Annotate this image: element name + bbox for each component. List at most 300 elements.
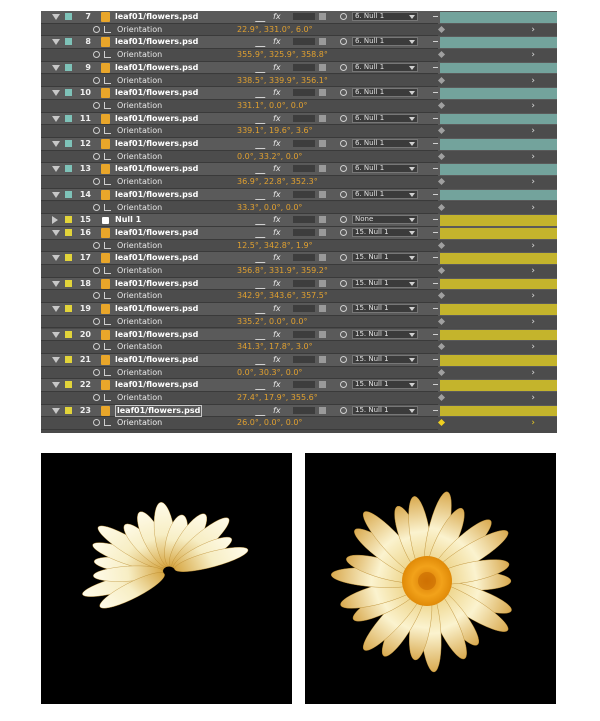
pickwhip-spiral-icon[interactable] <box>340 229 347 236</box>
property-row-orientation[interactable] <box>41 75 557 88</box>
layer-duration-bar[interactable] <box>438 87 557 100</box>
graph-editor-icon[interactable] <box>104 318 111 325</box>
label-color-swatch[interactable] <box>65 216 72 223</box>
property-value[interactable]: 36.9°, 22.8°, 352.3° <box>237 177 318 187</box>
keyframe-nav-arrow-icon[interactable]: › <box>531 202 535 213</box>
layer-row[interactable] <box>41 163 557 176</box>
stopwatch-icon[interactable] <box>93 394 100 401</box>
keyframe-diamond-icon[interactable] <box>438 102 445 109</box>
property-value[interactable]: 27.4°, 17.9°, 355.6° <box>237 393 318 402</box>
property-value[interactable]: 356.8°, 331.9°, 359.2° <box>237 266 328 275</box>
parent-dropdown[interactable]: 15. Null 1 <box>352 406 418 415</box>
layer-name[interactable]: leaf01/flowers.psd <box>115 37 199 47</box>
property-value[interactable]: 22.9°, 331.0°, 6.0° <box>237 24 313 34</box>
property-row-orientation[interactable] <box>41 202 557 215</box>
motion-blur-switch[interactable] <box>293 356 315 363</box>
pickwhip-spiral-icon[interactable] <box>340 254 347 261</box>
fx-switch[interactable]: fx <box>273 113 281 123</box>
shy-switch[interactable] <box>236 63 250 72</box>
fx-switch[interactable]: fx <box>273 227 281 237</box>
property-row-orientation[interactable] <box>41 290 557 303</box>
graph-editor-icon[interactable] <box>104 51 111 58</box>
layer-duration-bar[interactable] <box>438 278 557 291</box>
layer-duration-bar[interactable] <box>438 163 557 176</box>
fx-switch[interactable]: fx <box>273 253 281 263</box>
3d-layer-cube-icon[interactable] <box>319 38 326 45</box>
fx-switch[interactable]: fx <box>273 164 281 174</box>
keyframe-nav-arrow-icon[interactable]: › <box>531 177 535 188</box>
property-row-orientation[interactable] <box>41 341 557 354</box>
layer-duration-bar[interactable] <box>438 227 557 240</box>
layer-duration-bar[interactable] <box>438 214 557 227</box>
shy-switch[interactable] <box>236 37 250 46</box>
chevron-down-icon[interactable] <box>52 216 58 224</box>
keyframe-nav-arrow-icon[interactable]: › <box>531 316 535 327</box>
motion-blur-switch[interactable] <box>293 254 315 261</box>
keyframe-nav-arrow-icon[interactable]: › <box>531 151 535 162</box>
keyframe-nav-arrow-icon[interactable]: › <box>531 126 535 137</box>
shy-switch[interactable] <box>236 12 250 21</box>
label-color-swatch[interactable] <box>65 280 72 287</box>
graph-editor-icon[interactable] <box>104 178 111 185</box>
parent-dropdown[interactable]: 6. Null 1 <box>352 88 418 97</box>
graph-editor-icon[interactable] <box>104 26 111 33</box>
property-row-orientation[interactable] <box>41 417 557 430</box>
layer-row[interactable] <box>41 278 557 291</box>
parent-dropdown[interactable]: 6. Null 1 <box>352 37 418 46</box>
property-value[interactable]: 339.1°, 19.6°, 3.6° <box>237 126 313 136</box>
layer-row[interactable] <box>41 214 557 227</box>
property-row-orientation[interactable] <box>41 240 557 253</box>
property-row-orientation[interactable] <box>41 392 557 405</box>
stopwatch-icon[interactable] <box>93 153 100 160</box>
3d-layer-cube-icon[interactable] <box>319 407 326 414</box>
fx-switch[interactable]: fx <box>273 354 281 364</box>
stopwatch-icon[interactable] <box>93 51 100 58</box>
property-row-orientation[interactable] <box>41 151 557 164</box>
layer-duration-bar[interactable] <box>438 11 557 24</box>
graph-editor-icon[interactable] <box>104 242 111 249</box>
parent-dropdown[interactable]: 6. Null 1 <box>352 114 418 123</box>
label-color-swatch[interactable] <box>65 407 72 414</box>
keyframe-diamond-icon[interactable] <box>438 318 445 325</box>
property-value[interactable]: 0.0°, 33.2°, 0.0° <box>237 151 303 161</box>
3d-layer-cube-icon[interactable] <box>319 89 326 96</box>
chevron-down-icon[interactable] <box>52 255 60 261</box>
3d-layer-cube-icon[interactable] <box>319 305 326 312</box>
keyframe-nav-arrow-icon[interactable]: › <box>531 367 535 378</box>
layer-row[interactable] <box>41 36 557 49</box>
keyframe-nav-arrow-icon[interactable]: › <box>531 291 535 302</box>
layer-name[interactable]: leaf01/flowers.psd <box>115 354 199 364</box>
motion-blur-switch[interactable] <box>293 64 315 71</box>
shy-switch[interactable] <box>236 304 250 313</box>
layer-name[interactable]: leaf01/flowers.psd <box>115 139 199 148</box>
stopwatch-icon[interactable] <box>93 369 100 376</box>
property-value[interactable]: 12.5°, 342.8°, 1.9° <box>237 240 313 250</box>
property-row-orientation[interactable] <box>41 265 557 278</box>
quality-switch[interactable] <box>255 190 273 200</box>
keyframe-diamond-icon[interactable] <box>438 203 445 210</box>
property-row-orientation[interactable] <box>41 125 557 138</box>
layer-row[interactable] <box>41 329 557 342</box>
graph-editor-icon[interactable] <box>104 77 111 84</box>
stopwatch-icon[interactable] <box>93 419 100 426</box>
parent-dropdown[interactable]: None <box>352 215 418 224</box>
fx-switch[interactable]: fx <box>273 12 281 21</box>
motion-blur-switch[interactable] <box>293 191 315 198</box>
layer-name[interactable]: leaf01/flowers.psd <box>115 189 199 199</box>
chevron-down-icon[interactable] <box>52 306 60 312</box>
label-color-swatch[interactable] <box>65 229 72 236</box>
fx-switch[interactable]: fx <box>273 215 281 225</box>
parent-dropdown[interactable]: 15. Null 1 <box>352 228 418 237</box>
quality-switch[interactable] <box>255 164 273 174</box>
property-row-orientation[interactable] <box>41 24 557 37</box>
pickwhip-spiral-icon[interactable] <box>340 165 347 172</box>
chevron-down-icon[interactable] <box>52 357 60 363</box>
motion-blur-switch[interactable] <box>293 305 315 312</box>
layer-row[interactable] <box>41 11 557 24</box>
quality-switch[interactable] <box>255 37 273 47</box>
layer-name[interactable]: leaf01/flowers.psd <box>115 164 199 174</box>
parent-dropdown[interactable]: 6. Null 1 <box>352 12 418 21</box>
3d-layer-cube-icon[interactable] <box>319 13 326 20</box>
shy-switch[interactable] <box>236 406 250 415</box>
3d-layer-cube-icon[interactable] <box>319 64 326 71</box>
3d-layer-cube-icon[interactable] <box>319 165 326 172</box>
parent-dropdown[interactable]: 15. Null 1 <box>352 380 418 389</box>
keyframe-nav-arrow-icon[interactable]: › <box>531 50 535 61</box>
stopwatch-icon[interactable] <box>93 204 100 211</box>
chevron-down-icon[interactable] <box>52 116 60 122</box>
parent-dropdown[interactable]: 15. Null 1 <box>352 304 418 313</box>
fx-switch[interactable]: fx <box>273 37 281 47</box>
parent-dropdown[interactable]: 15. Null 1 <box>352 279 418 288</box>
3d-layer-cube-icon[interactable] <box>319 216 326 223</box>
property-row-orientation[interactable] <box>41 316 557 329</box>
layer-name[interactable]: leaf01/flowers.psd <box>115 227 199 237</box>
keyframe-diamond-icon[interactable] <box>438 267 445 274</box>
motion-blur-switch[interactable] <box>293 381 315 388</box>
label-color-swatch[interactable] <box>65 254 72 261</box>
graph-editor-icon[interactable] <box>104 419 111 426</box>
property-value[interactable]: 355.9°, 325.9°, 358.8° <box>237 50 328 60</box>
pickwhip-spiral-icon[interactable] <box>340 13 347 20</box>
property-value[interactable]: 26.0°, 0.0°, 0.0° <box>237 418 303 428</box>
pickwhip-spiral-icon[interactable] <box>340 305 347 312</box>
quality-switch[interactable] <box>255 304 273 314</box>
graph-editor-icon[interactable] <box>104 292 111 299</box>
pickwhip-spiral-icon[interactable] <box>340 64 347 71</box>
quality-switch[interactable] <box>255 330 273 340</box>
shy-switch[interactable] <box>236 279 250 288</box>
motion-blur-switch[interactable] <box>293 115 315 122</box>
quality-switch[interactable] <box>255 279 273 289</box>
motion-blur-switch[interactable] <box>293 216 315 223</box>
keyframe-diamond-icon[interactable] <box>438 26 445 33</box>
chevron-down-icon[interactable] <box>52 408 60 414</box>
layer-row[interactable] <box>41 303 557 316</box>
keyframe-diamond-icon[interactable] <box>438 419 445 426</box>
motion-blur-switch[interactable] <box>293 13 315 20</box>
label-color-swatch[interactable] <box>65 381 72 388</box>
parent-dropdown[interactable]: 6. Null 1 <box>352 63 418 72</box>
label-color-swatch[interactable] <box>65 305 72 312</box>
label-color-swatch[interactable] <box>65 356 72 363</box>
keyframe-nav-arrow-icon[interactable]: › <box>531 24 535 35</box>
keyframe-nav-arrow-icon[interactable]: › <box>531 418 535 429</box>
label-color-swatch[interactable] <box>65 13 72 20</box>
quality-switch[interactable] <box>255 380 273 390</box>
layer-row[interactable] <box>41 138 557 151</box>
property-row-orientation[interactable] <box>41 100 557 113</box>
stopwatch-icon[interactable] <box>93 267 100 274</box>
parent-dropdown[interactable]: 6. Null 1 <box>352 164 418 173</box>
shy-switch[interactable] <box>236 253 250 262</box>
parent-dropdown[interactable]: 15. Null 1 <box>352 253 418 262</box>
property-row-orientation[interactable] <box>41 49 557 62</box>
layer-row[interactable] <box>41 189 557 202</box>
pickwhip-spiral-icon[interactable] <box>340 115 347 122</box>
quality-switch[interactable] <box>255 88 273 98</box>
motion-blur-switch[interactable] <box>293 229 315 236</box>
stopwatch-icon[interactable] <box>93 127 100 134</box>
label-color-swatch[interactable] <box>65 165 72 172</box>
3d-layer-cube-icon[interactable] <box>319 254 326 261</box>
keyframe-diamond-icon[interactable] <box>438 292 445 299</box>
graph-editor-icon[interactable] <box>104 267 111 274</box>
property-value[interactable]: 0.0°, 30.3°, 0.0° <box>237 367 303 377</box>
fx-switch[interactable]: fx <box>273 329 281 339</box>
keyframe-nav-arrow-icon[interactable]: › <box>531 75 535 86</box>
shy-switch[interactable] <box>236 88 250 97</box>
pickwhip-spiral-icon[interactable] <box>340 280 347 287</box>
pickwhip-spiral-icon[interactable] <box>340 89 347 96</box>
stopwatch-icon[interactable] <box>93 343 100 350</box>
chevron-down-icon[interactable] <box>52 166 60 172</box>
layer-duration-bar[interactable] <box>438 303 557 316</box>
motion-blur-switch[interactable] <box>293 280 315 287</box>
stopwatch-icon[interactable] <box>93 178 100 185</box>
3d-layer-cube-icon[interactable] <box>319 381 326 388</box>
motion-blur-switch[interactable] <box>293 89 315 96</box>
graph-editor-icon[interactable] <box>104 204 111 211</box>
keyframe-diamond-icon[interactable] <box>438 369 445 376</box>
layer-row[interactable] <box>41 87 557 100</box>
label-color-swatch[interactable] <box>65 38 72 45</box>
motion-blur-switch[interactable] <box>293 165 315 172</box>
layer-duration-bar[interactable] <box>438 113 557 126</box>
parent-dropdown[interactable]: 15. Null 1 <box>352 330 418 339</box>
layer-name[interactable]: leaf01/flowers.psd <box>117 405 201 415</box>
layer-duration-bar[interactable] <box>438 252 557 265</box>
parent-dropdown[interactable]: 6. Null 1 <box>352 139 418 148</box>
label-color-swatch[interactable] <box>65 64 72 71</box>
motion-blur-switch[interactable] <box>293 38 315 45</box>
graph-editor-icon[interactable] <box>104 394 111 401</box>
property-value[interactable]: 341.3°, 17.8°, 3.0° <box>237 342 313 352</box>
layer-row[interactable] <box>41 354 557 367</box>
keyframe-diamond-icon[interactable] <box>438 343 445 350</box>
quality-switch[interactable] <box>255 63 273 73</box>
keyframe-diamond-icon[interactable] <box>438 242 445 249</box>
motion-blur-switch[interactable] <box>293 407 315 414</box>
quality-switch[interactable] <box>255 215 273 225</box>
layer-name[interactable]: leaf01/flowers.psd <box>115 278 199 288</box>
layer-row[interactable] <box>41 227 557 240</box>
motion-blur-switch[interactable] <box>293 140 315 147</box>
quality-switch[interactable] <box>255 406 273 416</box>
fx-switch[interactable]: fx <box>273 62 281 72</box>
stopwatch-icon[interactable] <box>93 242 100 249</box>
layer-name[interactable]: leaf01/flowers.psd <box>115 62 199 72</box>
layer-duration-bar[interactable] <box>438 329 557 342</box>
keyframe-nav-arrow-icon[interactable]: › <box>531 240 535 251</box>
layer-duration-bar[interactable] <box>438 354 557 367</box>
stopwatch-icon[interactable] <box>93 102 100 109</box>
stopwatch-icon[interactable] <box>93 77 100 84</box>
shy-switch[interactable] <box>236 114 250 123</box>
chevron-down-icon[interactable] <box>52 230 60 236</box>
property-value[interactable]: 331.1°, 0.0°, 0.0° <box>237 100 308 110</box>
keyframe-nav-arrow-icon[interactable]: › <box>531 100 535 111</box>
fx-switch[interactable]: fx <box>273 304 281 314</box>
quality-switch[interactable] <box>255 228 273 238</box>
pickwhip-spiral-icon[interactable] <box>340 140 347 147</box>
shy-switch[interactable] <box>236 190 250 199</box>
graph-editor-icon[interactable] <box>104 153 111 160</box>
layer-name[interactable]: leaf01/flowers.psd <box>115 329 199 339</box>
fx-switch[interactable]: fx <box>273 88 281 98</box>
keyframe-nav-arrow-icon[interactable]: › <box>531 342 535 353</box>
stopwatch-icon[interactable] <box>93 292 100 299</box>
property-row-orientation[interactable] <box>41 176 557 189</box>
quality-switch[interactable] <box>255 253 273 263</box>
3d-layer-cube-icon[interactable] <box>319 356 326 363</box>
3d-layer-cube-icon[interactable] <box>319 280 326 287</box>
property-value[interactable]: 33.3°, 0.0°, 0.0° <box>237 202 303 212</box>
layer-duration-bar[interactable] <box>438 189 557 202</box>
3d-layer-cube-icon[interactable] <box>319 229 326 236</box>
keyframe-diamond-icon[interactable] <box>438 51 445 58</box>
layer-name[interactable]: leaf01/flowers.psd <box>115 253 199 263</box>
parent-dropdown[interactable]: 6. Null 1 <box>352 190 418 199</box>
property-value[interactable]: 338.5°, 339.9°, 356.1° <box>237 75 328 85</box>
keyframe-nav-arrow-icon[interactable]: › <box>531 266 535 276</box>
fx-switch[interactable]: fx <box>273 278 281 288</box>
3d-layer-cube-icon[interactable] <box>319 331 326 338</box>
shy-switch[interactable] <box>236 215 250 224</box>
quality-switch[interactable] <box>255 355 273 365</box>
shy-switch[interactable] <box>236 228 250 237</box>
chevron-down-icon[interactable] <box>52 281 60 287</box>
label-color-swatch[interactable] <box>65 89 72 96</box>
stopwatch-icon[interactable] <box>93 26 100 33</box>
3d-layer-cube-icon[interactable] <box>319 140 326 147</box>
property-row-orientation[interactable] <box>41 367 557 380</box>
parent-dropdown[interactable]: 15. Null 1 <box>352 355 418 364</box>
keyframe-diamond-icon[interactable] <box>438 394 445 401</box>
layer-name[interactable]: leaf01/flowers.psd <box>115 380 199 390</box>
chevron-down-icon[interactable] <box>52 14 60 20</box>
pickwhip-spiral-icon[interactable] <box>340 38 347 45</box>
label-color-swatch[interactable] <box>65 191 72 198</box>
property-value[interactable]: 342.9°, 343.6°, 357.5° <box>237 291 328 301</box>
graph-editor-icon[interactable] <box>104 343 111 350</box>
fx-switch[interactable]: fx <box>273 139 281 148</box>
layer-name[interactable]: Null 1 <box>115 215 142 225</box>
layer-duration-bar[interactable] <box>438 138 557 151</box>
layer-row[interactable] <box>41 113 557 126</box>
layer-name[interactable]: leaf01/flowers.psd <box>115 304 199 314</box>
graph-editor-icon[interactable] <box>104 102 111 109</box>
quality-switch[interactable] <box>255 139 273 149</box>
shy-switch[interactable] <box>236 380 250 389</box>
layer-duration-bar[interactable] <box>438 36 557 49</box>
chevron-down-icon[interactable] <box>52 65 60 71</box>
chevron-down-icon[interactable] <box>52 141 60 147</box>
graph-editor-icon[interactable] <box>104 369 111 376</box>
pickwhip-spiral-icon[interactable] <box>340 356 347 363</box>
fx-switch[interactable]: fx <box>273 380 281 390</box>
layer-name[interactable]: leaf01/flowers.psd <box>115 113 199 123</box>
shy-switch[interactable] <box>236 164 250 173</box>
fx-switch[interactable]: fx <box>273 189 281 199</box>
label-color-swatch[interactable] <box>65 331 72 338</box>
3d-layer-cube-icon[interactable] <box>319 115 326 122</box>
layer-name[interactable]: leaf01/flowers.psd <box>115 88 199 98</box>
layer-row[interactable] <box>41 62 557 75</box>
layer-name[interactable]: leaf01/flowers.psd <box>115 12 199 21</box>
pickwhip-spiral-icon[interactable] <box>340 407 347 414</box>
keyframe-diamond-icon[interactable] <box>438 127 445 134</box>
quality-switch[interactable] <box>255 114 273 124</box>
chevron-down-icon[interactable] <box>52 39 60 45</box>
pickwhip-spiral-icon[interactable] <box>340 216 347 223</box>
quality-switch[interactable] <box>255 12 273 22</box>
keyframe-diamond-icon[interactable] <box>438 76 445 83</box>
chevron-down-icon[interactable] <box>52 332 60 338</box>
motion-blur-switch[interactable] <box>293 331 315 338</box>
layer-duration-bar[interactable] <box>438 379 557 392</box>
keyframe-nav-arrow-icon[interactable]: › <box>531 393 535 403</box>
label-color-swatch[interactable] <box>65 115 72 122</box>
layer-duration-bar[interactable] <box>438 62 557 75</box>
stopwatch-icon[interactable] <box>93 318 100 325</box>
keyframe-diamond-icon[interactable] <box>438 153 445 160</box>
shy-switch[interactable] <box>236 355 250 364</box>
chevron-down-icon[interactable] <box>52 382 60 388</box>
chevron-down-icon[interactable] <box>52 90 60 96</box>
layer-row[interactable] <box>41 379 557 392</box>
graph-editor-icon[interactable] <box>104 127 111 134</box>
pickwhip-spiral-icon[interactable] <box>340 381 347 388</box>
keyframe-diamond-icon[interactable] <box>438 178 445 185</box>
fx-switch[interactable]: fx <box>273 405 281 415</box>
pickwhip-spiral-icon[interactable] <box>340 191 347 198</box>
pickwhip-spiral-icon[interactable] <box>340 331 347 338</box>
shy-switch[interactable] <box>236 139 250 148</box>
property-value[interactable]: 335.2°, 0.0°, 0.0° <box>237 316 308 326</box>
shy-switch[interactable] <box>236 330 250 339</box>
layer-row[interactable] <box>41 405 557 418</box>
label-color-swatch[interactable] <box>65 140 72 147</box>
3d-layer-cube-icon[interactable] <box>319 191 326 198</box>
layer-row[interactable] <box>41 252 557 265</box>
chevron-down-icon[interactable] <box>52 192 60 198</box>
layer-duration-bar[interactable] <box>438 405 557 418</box>
